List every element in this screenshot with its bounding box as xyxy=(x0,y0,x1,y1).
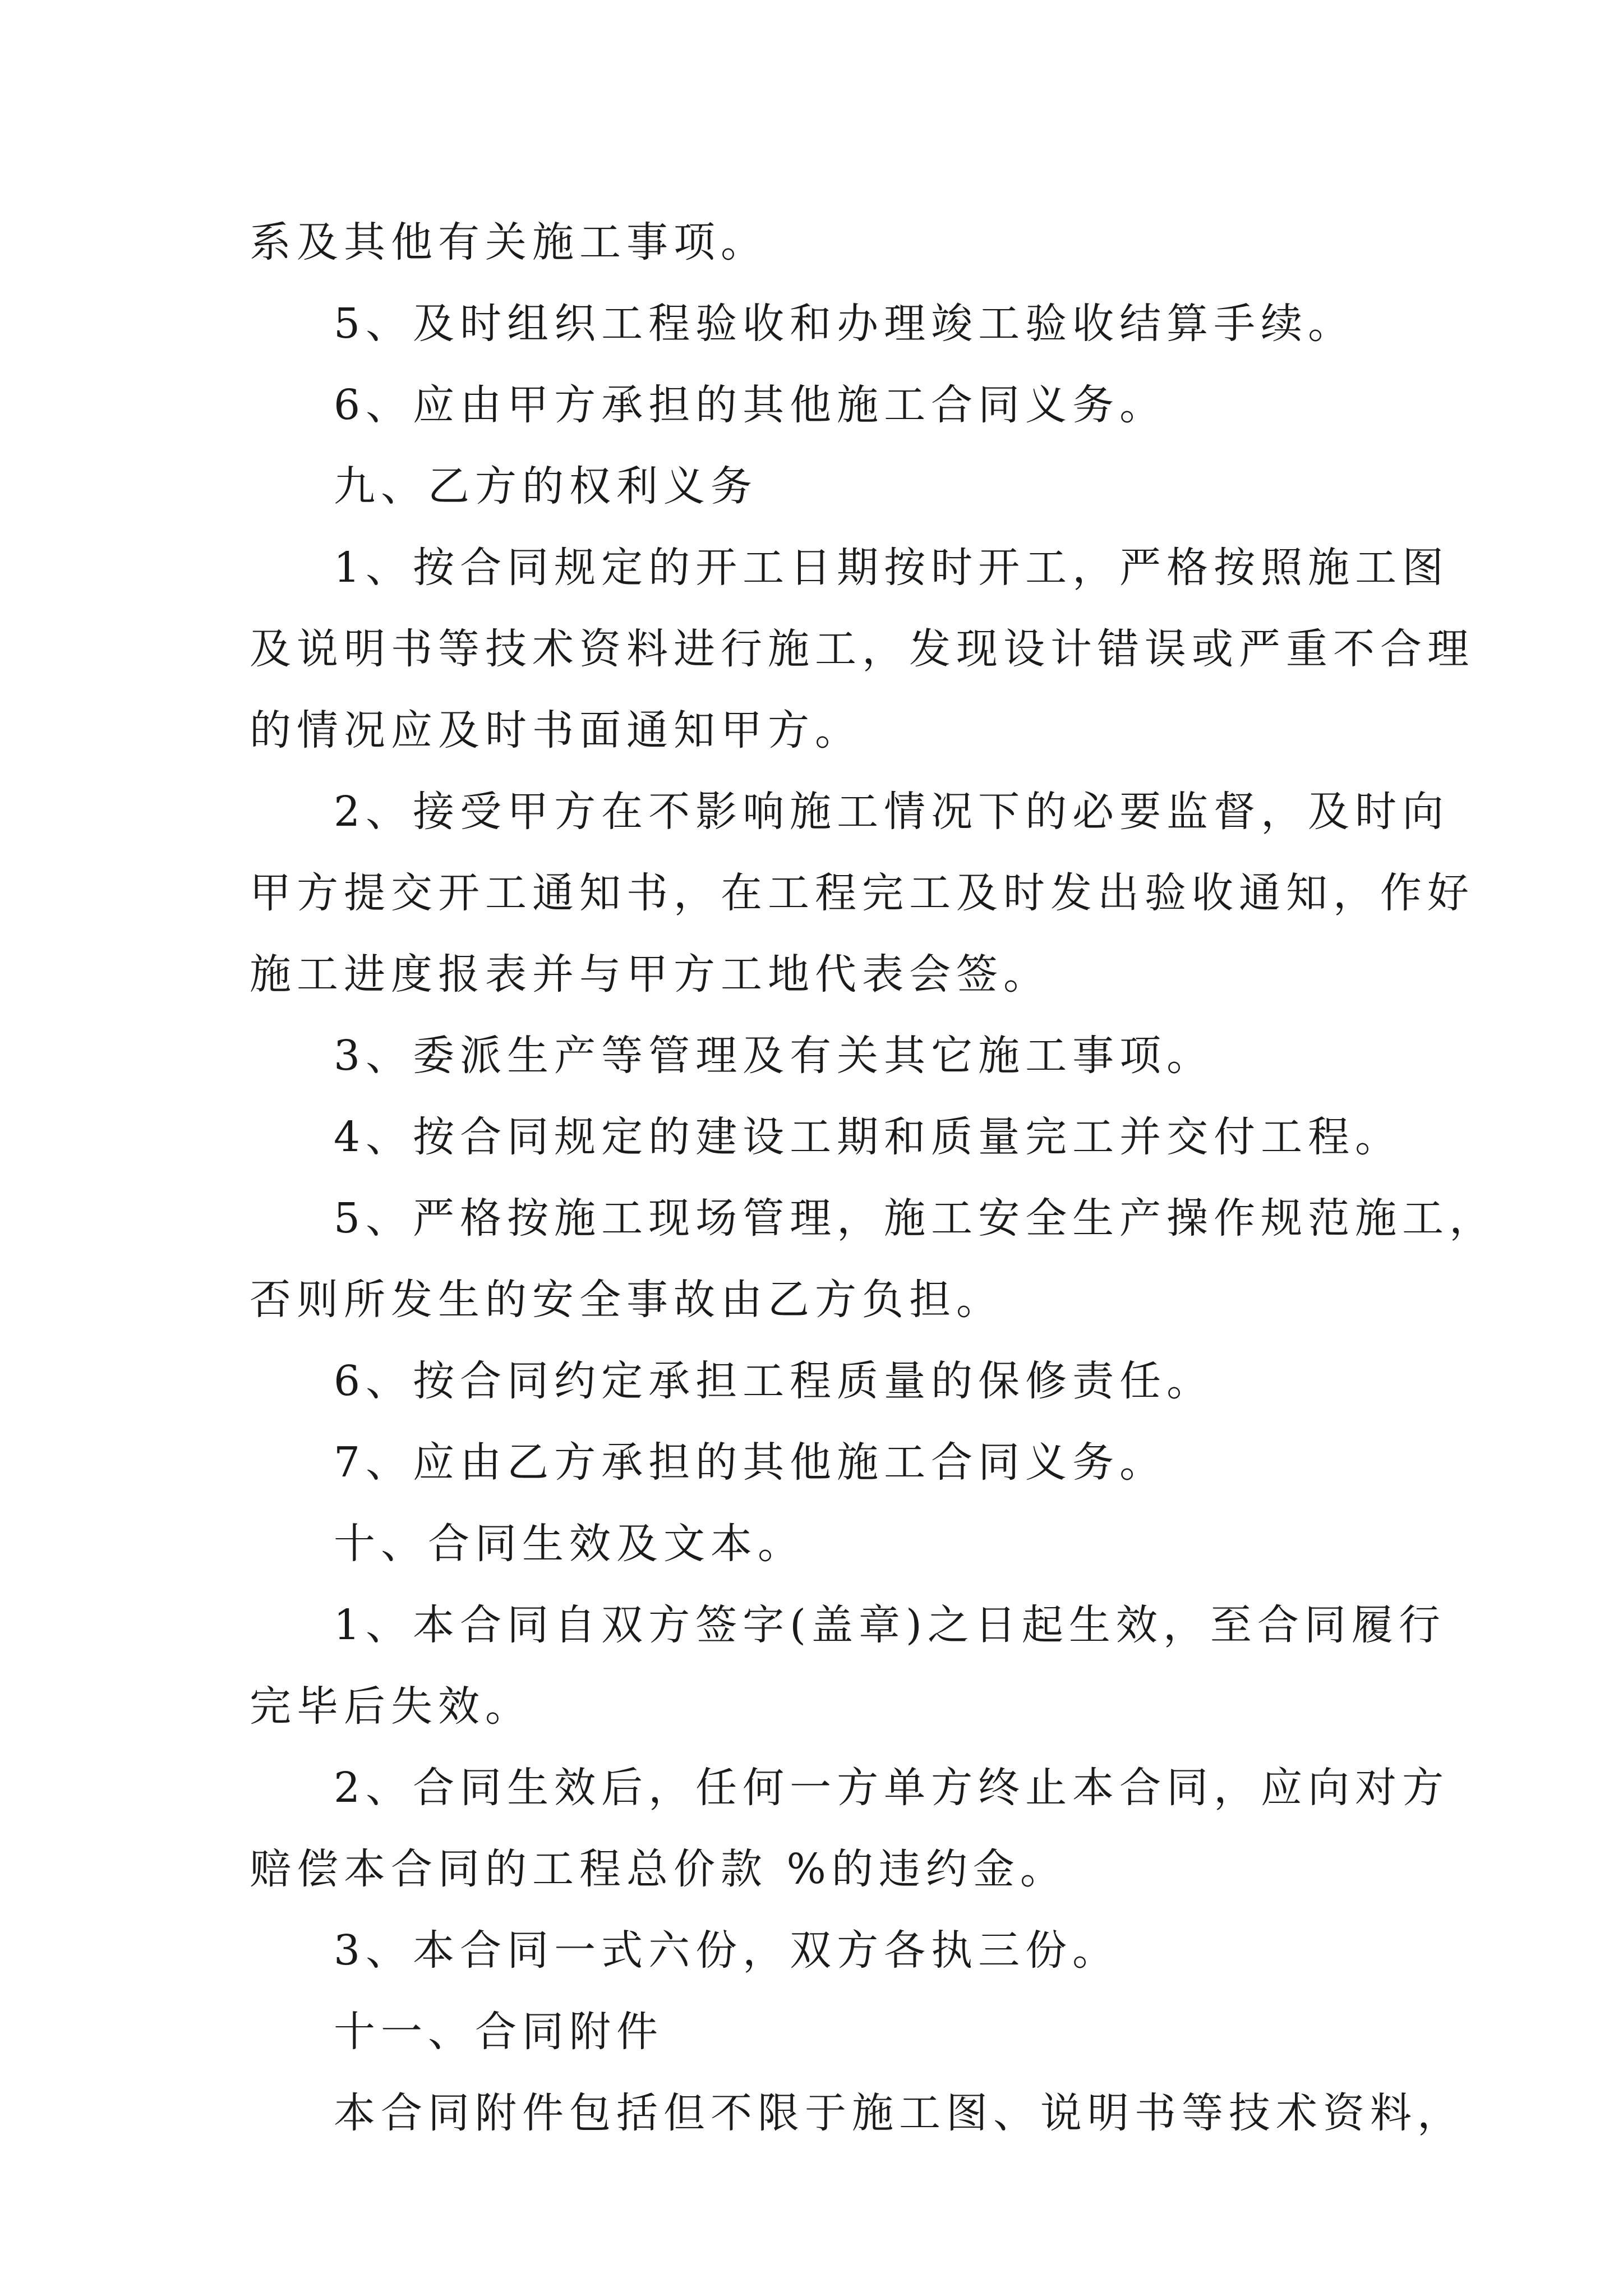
text-line: 及说明书等技术资料进行施工，发现设计错误或严重不合理 xyxy=(250,625,1474,673)
text-line: 否则所发生的安全事故由乙方负担。 xyxy=(250,1276,1003,1324)
text-line: 3、本合同一式六份，双方各执三份。 xyxy=(334,1926,1120,1975)
section-heading: 十、合同生效及文本。 xyxy=(334,1520,805,1568)
text-line: 施工进度报表并与甲方工地代表会签。 xyxy=(250,950,1050,999)
text-line: 完毕后失效。 xyxy=(250,1682,532,1731)
text-line: 1、本合同自双方签字(盖章)之日起生效，至合同履行 xyxy=(334,1601,1446,1649)
text-line: 2、接受甲方在不影响施工情况下的必要监督，及时向 xyxy=(334,788,1450,836)
section-heading: 十一、合同附件 xyxy=(334,2008,663,2056)
text-line: 3、委派生产等管理及有关其它施工事项。 xyxy=(334,1032,1214,1080)
text-line: 6、应由甲方承担的其他施工合同义务。 xyxy=(334,381,1167,429)
text-line: 5、及时组织工程验收和办理竣工验收结算手续。 xyxy=(334,300,1355,348)
document-body xyxy=(250,202,1497,2154)
text-line: 甲方提交开工通知书，在工程完工及时发出验收通知，作好 xyxy=(250,869,1474,917)
text-line: 赔偿本合同的工程总价款 %的违约金。 xyxy=(250,1845,1067,1893)
text-line: 5、严格按施工现场管理，施工安全生产操作规范施工， xyxy=(334,1194,1497,1243)
section-heading: 九、乙方的权利义务 xyxy=(334,462,758,510)
text-line: 的情况应及时书面通知甲方。 xyxy=(250,706,862,754)
text-line: 本合同附件包括但不限于施工图、说明书等技术资料， xyxy=(334,2089,1464,2137)
text-line: 4、按合同规定的建设工期和质量完工并交付工程。 xyxy=(334,1113,1403,1161)
text-line: 6、按合同约定承担工程质量的保修责任。 xyxy=(334,1357,1214,1405)
text-line: 1、按合同规定的开工日期按时开工，严格按照施工图 xyxy=(334,544,1450,592)
text-line: 7、应由乙方承担的其他施工合同义务。 xyxy=(334,1438,1167,1487)
text-line: 2、合同生效后，任何一方单方终止本合同，应向对方 xyxy=(334,1764,1450,1812)
text-line: 系及其他有关施工事项。 xyxy=(250,218,768,266)
